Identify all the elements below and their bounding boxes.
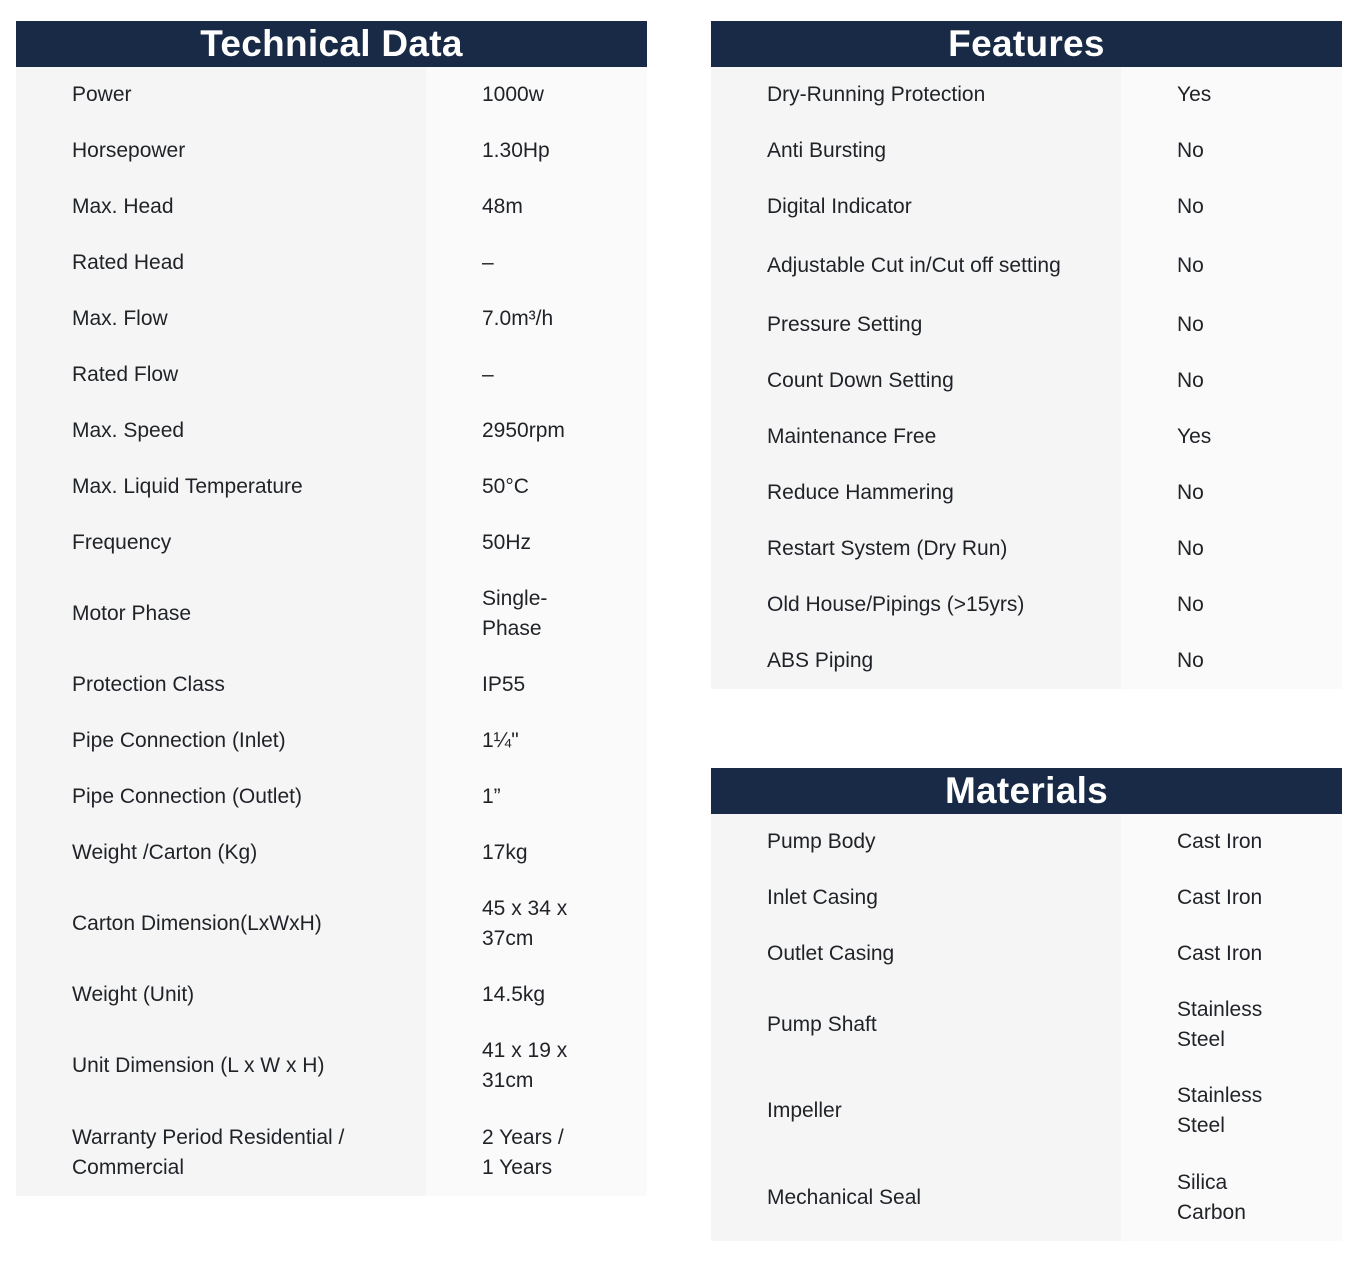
table-row	[711, 123, 1342, 179]
table-row	[16, 291, 647, 347]
row-label: Unit Dimension (L x W x H)	[16, 1051, 426, 1081]
row-value: No	[1121, 521, 1342, 577]
row-label: Motor Phase	[16, 599, 426, 629]
row-label: Weight /Carton (Kg)	[16, 838, 426, 868]
table-row	[16, 1109, 647, 1196]
table-row	[16, 1023, 647, 1109]
features-table	[711, 21, 1342, 689]
row-value: 17kg	[426, 825, 647, 881]
table-row	[16, 459, 647, 515]
row-label: Weight (Unit)	[16, 980, 426, 1010]
row-label: Max. Speed	[16, 416, 426, 446]
materials-table	[711, 768, 1342, 1241]
table-row	[16, 179, 647, 235]
table-row	[16, 657, 647, 713]
row-value: 1¼"	[426, 713, 647, 769]
row-label: Pipe Connection (Inlet)	[16, 726, 426, 756]
row-value: No	[1121, 465, 1342, 521]
row-value: Yes	[1121, 409, 1342, 465]
row-value: Silica Carbon	[1121, 1154, 1342, 1241]
row-label: Max. Flow	[16, 304, 426, 334]
row-label: Old House/Pipings (>15yrs)	[711, 590, 1121, 620]
table-row	[711, 577, 1342, 633]
table-row	[711, 521, 1342, 577]
row-label: Protection Class	[16, 670, 426, 700]
row-label: ABS Piping	[711, 646, 1121, 676]
row-value: No	[1121, 179, 1342, 235]
table-row	[711, 1068, 1342, 1154]
table-row	[16, 967, 647, 1023]
table-row	[711, 870, 1342, 926]
row-label: Max. Liquid Temperature	[16, 472, 426, 502]
row-value: –	[426, 235, 647, 291]
table-row	[711, 67, 1342, 123]
technical-data-title: Technical Data	[16, 21, 647, 67]
row-value: 2950rpm	[426, 403, 647, 459]
row-label: Adjustable Cut in/Cut off setting	[711, 251, 1121, 281]
features-rows	[711, 67, 1342, 689]
row-value: 50°C	[426, 459, 647, 515]
row-label: Mechanical Seal	[711, 1183, 1121, 1213]
materials-rows	[711, 814, 1342, 1241]
row-label: Anti Bursting	[711, 136, 1121, 166]
table-row	[16, 881, 647, 967]
table-row	[16, 571, 647, 657]
table-row	[16, 515, 647, 571]
row-label: Maintenance Free	[711, 422, 1121, 452]
table-row	[16, 67, 647, 123]
row-value: Stainless Steel	[1121, 982, 1342, 1068]
row-label: Digital Indicator	[711, 192, 1121, 222]
table-row	[711, 235, 1342, 297]
row-value: 41 x 19 x 31cm	[426, 1023, 647, 1109]
row-value: 50Hz	[426, 515, 647, 571]
row-label: Dry-Running Protection	[711, 80, 1121, 110]
row-value: –	[426, 347, 647, 403]
row-value: No	[1121, 577, 1342, 633]
row-value: 48m	[426, 179, 647, 235]
row-value: No	[1121, 123, 1342, 179]
table-row	[711, 814, 1342, 870]
row-label: Pipe Connection (Outlet)	[16, 782, 426, 812]
row-value: 1”	[426, 769, 647, 825]
table-row	[711, 633, 1342, 689]
table-row	[16, 825, 647, 881]
table-row	[711, 409, 1342, 465]
row-label: Carton Dimension(LxWxH)	[16, 909, 426, 939]
row-label: Rated Head	[16, 248, 426, 278]
row-label: Impeller	[711, 1096, 1121, 1126]
row-label: Power	[16, 80, 426, 110]
row-value: 14.5kg	[426, 967, 647, 1023]
table-row	[711, 1154, 1342, 1241]
row-label: Horsepower	[16, 136, 426, 166]
row-value: Cast Iron	[1121, 926, 1342, 982]
row-label: Pump Body	[711, 827, 1121, 857]
row-value: IP55	[426, 657, 647, 713]
row-value: No	[1121, 633, 1342, 689]
row-label: Frequency	[16, 528, 426, 558]
row-value: Yes	[1121, 67, 1342, 123]
row-label: Warranty Period Residential / Commercial	[16, 1123, 426, 1183]
row-label: Max. Head	[16, 192, 426, 222]
table-row	[16, 769, 647, 825]
row-value: No	[1121, 297, 1342, 353]
row-value: Cast Iron	[1121, 870, 1342, 926]
row-label: Reduce Hammering	[711, 478, 1121, 508]
table-row	[711, 982, 1342, 1068]
table-row	[711, 353, 1342, 409]
row-label: Restart System (Dry Run)	[711, 534, 1121, 564]
technical-data-table	[16, 21, 647, 1196]
table-row	[16, 347, 647, 403]
row-value: Cast Iron	[1121, 814, 1342, 870]
table-row	[16, 403, 647, 459]
table-row	[16, 123, 647, 179]
row-value: Single-Phase	[426, 571, 647, 657]
materials-title: Materials	[711, 768, 1342, 814]
technical-data-rows	[16, 67, 647, 1196]
row-value: No	[1121, 353, 1342, 409]
row-value: 1.30Hp	[426, 123, 647, 179]
table-row	[711, 179, 1342, 235]
row-value: 45 x 34 x 37cm	[426, 881, 647, 967]
table-row	[16, 235, 647, 291]
row-label: Pressure Setting	[711, 310, 1121, 340]
row-value: 7.0m³/h	[426, 291, 647, 347]
row-label: Inlet Casing	[711, 883, 1121, 913]
row-label: Outlet Casing	[711, 939, 1121, 969]
row-value: 2 Years / 1 Years	[426, 1109, 647, 1196]
table-row	[711, 926, 1342, 982]
features-title: Features	[711, 21, 1342, 67]
table-row	[16, 713, 647, 769]
row-value: 1000w	[426, 67, 647, 123]
row-label: Pump Shaft	[711, 1010, 1121, 1040]
row-value: Stainless Steel	[1121, 1068, 1342, 1154]
table-row	[711, 297, 1342, 353]
row-label: Count Down Setting	[711, 366, 1121, 396]
table-row	[711, 465, 1342, 521]
row-value: No	[1121, 235, 1342, 297]
row-label: Rated Flow	[16, 360, 426, 390]
